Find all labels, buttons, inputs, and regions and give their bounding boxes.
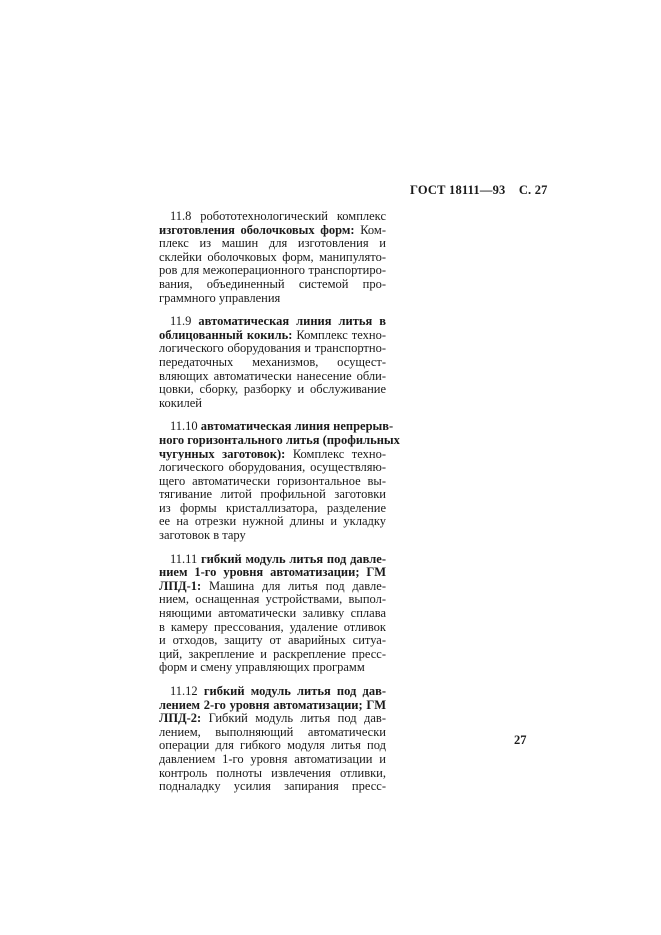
entry-line: вания, объединенный системой про- bbox=[159, 276, 386, 291]
entry-line: логического оборудования и транспортно- bbox=[159, 341, 386, 356]
entry-line: 11.10 автоматическая линия непрерыв- bbox=[170, 419, 394, 434]
entry-line: ее на отрезки нужной длины и укладку bbox=[159, 514, 386, 529]
entry-line: ЛПД-1: Машина для литья под давле- bbox=[159, 578, 386, 593]
entry-line: няющими автоматически заливку сплава bbox=[159, 606, 386, 621]
entry-line: щего автоматически горизонтальное вы- bbox=[159, 473, 386, 488]
entry-line: склейки оболочковых форм, манипулято- bbox=[159, 249, 386, 264]
running-header bbox=[410, 183, 548, 198]
entry-line: вляющих автоматически нанесение обли- bbox=[159, 368, 386, 383]
entry-line: плекс из машин для изготовления и bbox=[159, 236, 386, 251]
entry-line: ЛПД-2: Гибкий модуль литья под дав- bbox=[159, 711, 386, 726]
entry-line: подналадку усилия запирания пресс- bbox=[159, 779, 386, 794]
entry-line: нием 1-го уровня автоматизации; ГМ bbox=[159, 565, 386, 580]
entry-line: лением, выполняющий автоматически bbox=[159, 724, 386, 739]
entry-line: форм и смену управляющих программ bbox=[159, 660, 365, 675]
entry-line: операции для гибкого модуля литья под bbox=[159, 738, 386, 753]
entry-line: 11.11 гибкий модуль литья под давле- bbox=[170, 551, 386, 566]
entry-line: 11.9 автоматическая линия литья в bbox=[170, 314, 386, 329]
entry-line: контроль полноты извлечения отливки, bbox=[159, 765, 386, 780]
entry-line: давлением 1-го уровня автоматизации и bbox=[159, 751, 386, 766]
entry-line: 11.8 робототехнологический комплекс bbox=[170, 209, 386, 223]
entry-line: облицованный кокиль: Комплекс техно- bbox=[159, 327, 387, 342]
entry-line: 11.12 гибкий модуль литья под дав- bbox=[170, 684, 386, 698]
standard-designation: ГОСТ 18111—93 bbox=[410, 183, 506, 197]
entry-line: нием, оснащенная устройствами, выпол- bbox=[159, 592, 386, 607]
entry-line: тягивание литой профильной заготовки bbox=[159, 487, 386, 502]
entry-line: кокилей bbox=[159, 395, 202, 410]
page-number: 27 bbox=[514, 733, 527, 747]
entry-line: из формы кристаллизатора, разделение bbox=[159, 500, 386, 515]
entry-line: изготовления оболочковых форм: Ком- bbox=[159, 222, 386, 237]
entry-line: и отходов, защиту от аварийных ситуа- bbox=[159, 633, 386, 648]
entry-line: передаточных механизмов, осущест- bbox=[159, 354, 386, 369]
term-entry-11-10 bbox=[159, 419, 400, 543]
entry-line: в камеру прессования, удаление отливок bbox=[159, 619, 386, 634]
term-entry-11-9 bbox=[159, 315, 386, 410]
header-page-reference: С. 27 bbox=[518, 183, 548, 197]
terms-column bbox=[159, 209, 400, 804]
term-entry-11-8 bbox=[159, 210, 386, 305]
entry-line: ций, закрепление и раскрепление пресс- bbox=[159, 646, 386, 661]
entry-line: лением 2-го уровня автоматизации; ГМ bbox=[159, 697, 386, 712]
term-entry-11-11 bbox=[159, 553, 386, 675]
entry-line: ров для межоперационного транспортиро- bbox=[159, 263, 386, 278]
entry-line: чугунных заготовок): Комплекс техно- bbox=[159, 446, 386, 461]
entry-line: ного горизонтального литья (профильных bbox=[159, 432, 400, 447]
entry-line: логического оборудования, осуществляю- bbox=[159, 460, 386, 475]
entry-line: цовки, сборку, разборку и обслуживание bbox=[159, 382, 386, 397]
term-entry-11-12 bbox=[159, 685, 386, 794]
entry-line: заготовок в тару bbox=[159, 528, 246, 543]
entry-line: граммного управления bbox=[159, 290, 281, 305]
